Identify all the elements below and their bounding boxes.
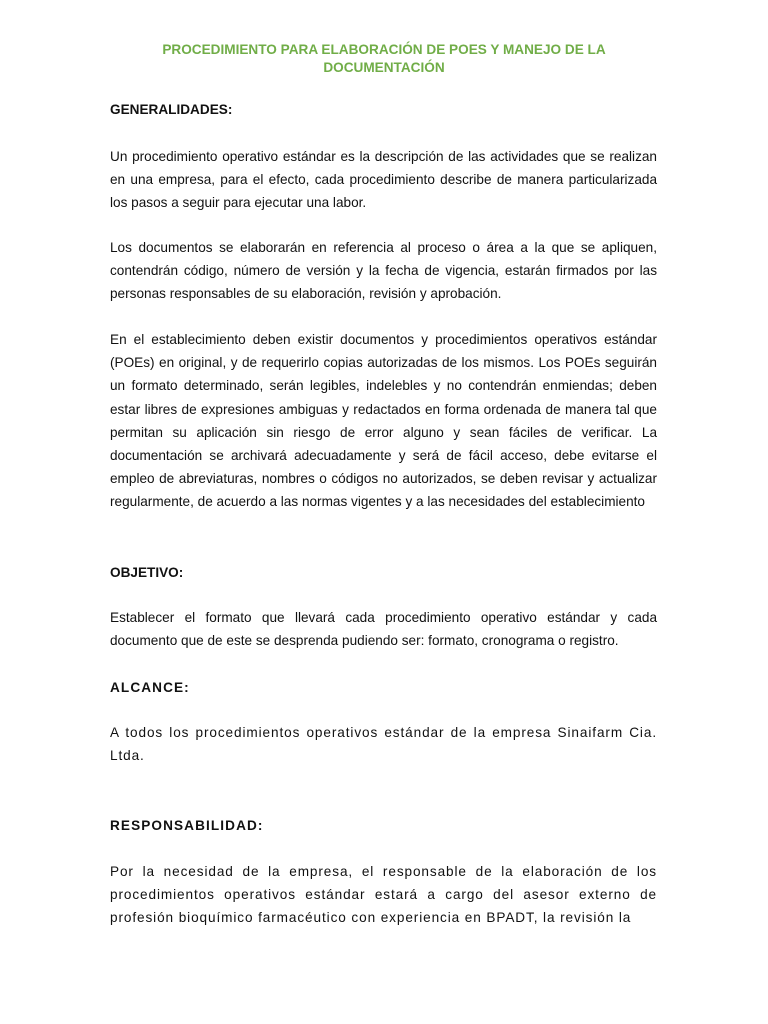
paragraph-generalidades-1: Un procedimiento operativo estándar es la descripción de las actividades que se realizan en una empresa, para el efecto, cada procedimiento describe de manera particularizada los pasos a seguir para ejecutar una labor. — [110, 149, 657, 211]
paragraph-generalidades-3: En el establecimiento deben existir documentos y procedimientos operativos estándar (POEs) en original, y de requerirlo copias autorizadas de los mismos. Los POEs seguirán un formato determinado, serán legibles, indelebles y no contendrán enmiendas; deben estar libres de expresiones ambiguas y redactados en forma ordenada de manera tal que permitan su aplicación sin riesgo de error alguno y sean fáciles de verificar. La documentación se archivará adecuadamente y será de fácil acceso, debe evitarse el empleo de abreviaturas, nombres o códigos no autorizados, se deben revisar y actualizar regularmente, de acuerdo a las normas vigentes y a las necesidades del establecimiento — [110, 332, 657, 510]
paragraph-objetivo: Establecer el formato que llevará cada procedimiento operativo estándar y cada documento que de este se desprenda pudiendo ser: formato, cronograma o registro. — [110, 610, 657, 649]
heading-objetivo: OBJETIVO: — [110, 565, 184, 580]
heading-responsabilidad: RESPONSABILIDAD: — [110, 818, 264, 833]
document-title: PROCEDIMIENTO PARA ELABORACIÓN DE POES Y MANEJO DE LA DOCUMENTACIÓN — [162, 42, 606, 75]
heading-generalidades: GENERALIDADES: — [110, 102, 233, 117]
heading-alcance: ALCANCE: — [110, 680, 190, 695]
paragraph-generalidades-2: Los documentos se elaborarán en referencia al proceso o área a la que se apliquen, contendrán código, número de versión y la fecha de vigencia, estarán firmados por las personas responsables de su elaboración, revisión y aprobación. — [110, 240, 657, 302]
paragraph-alcance: A todos los procedimientos operativos estándar de la empresa Sinaifarm Cia. Ltda. — [110, 725, 657, 763]
paragraph-responsabilidad: Por la necesidad de la empresa, el responsable de la elaboración de los procedimientos operativos estándar estará a cargo del asesor externo de profesión bioquímico farmacéutico con experiencia en BPADT, la revisión la — [110, 864, 657, 925]
